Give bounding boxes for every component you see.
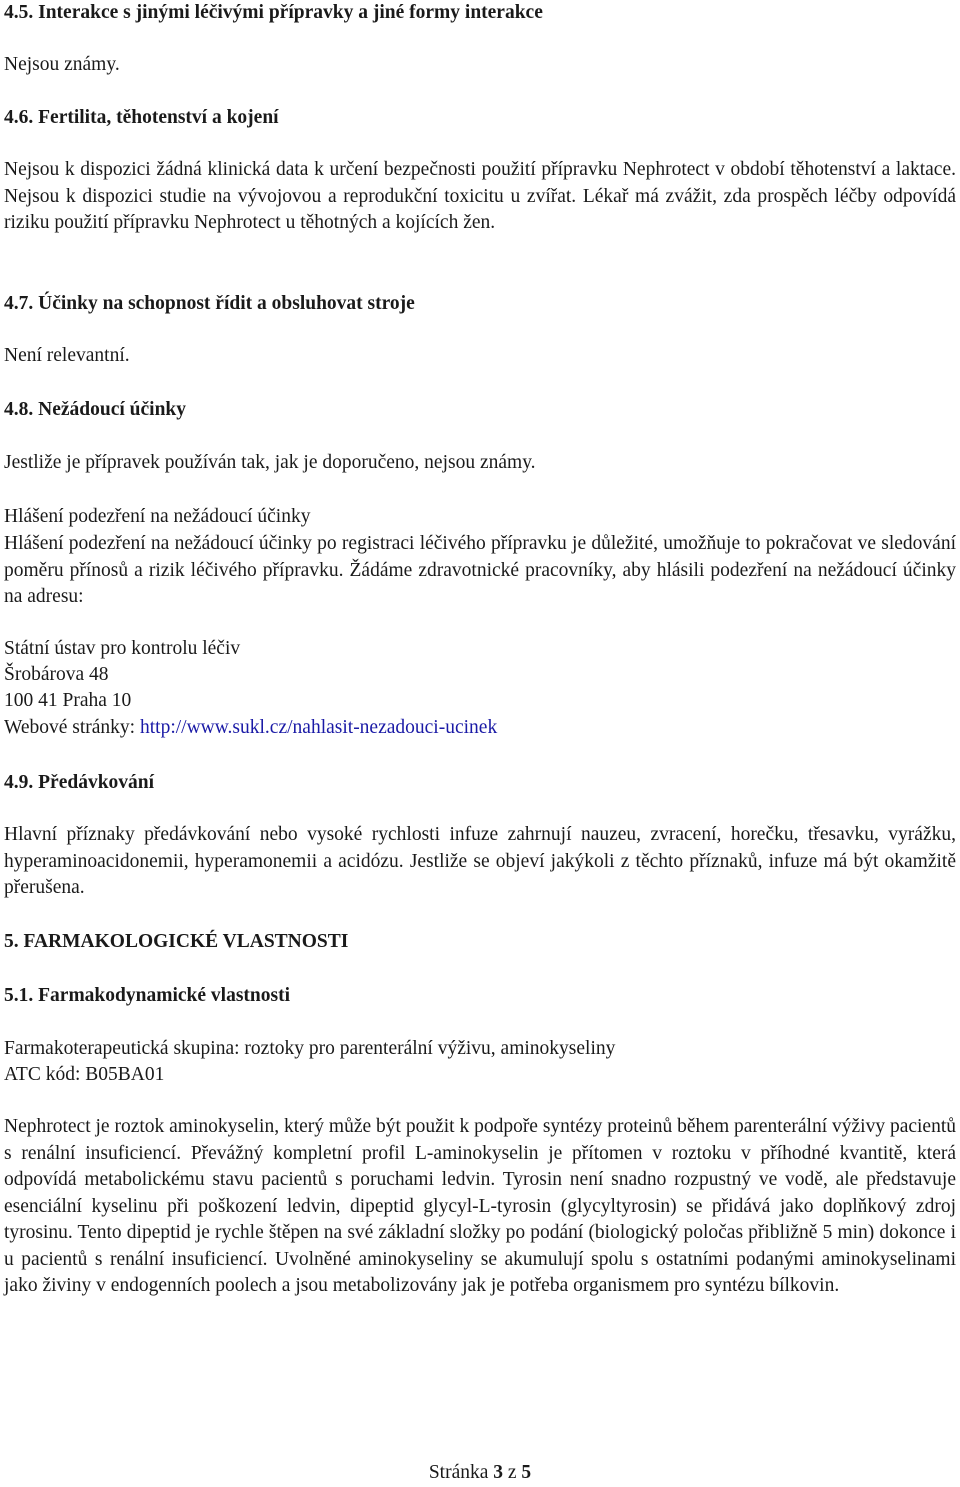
address-line-1: Státní ústav pro kontrolu léčiv — [4, 638, 241, 659]
section-4-9-heading: 4.9. Předávkování — [4, 772, 155, 793]
pharmacotherapeutic-group: Farmakoterapeutická skupina: roztoky pro parenterální výživu, aminokyseliny — [4, 1038, 616, 1059]
footer-page-number: 3 — [493, 1462, 504, 1483]
report-text: Hlášení podezření na nežádoucí účinky po registraci léčivého přípravku je důležité, umožňuje to pokračovat ve sledování poměru přínosů a rizik léčivého přípravku. Žádáme zdravotnické pracovníky, aby hlásili podezření na nežádoucí účinky na adresu: — [4, 533, 956, 607]
section-4-5-text: Nejsou známy. — [4, 54, 120, 75]
section-4-8-heading: 4.8. Nežádoucí účinky — [4, 399, 187, 420]
section-4-5-heading: 4.5. Interakce s jinými léčivými přípravky a jiné formy interakce — [4, 2, 543, 23]
section-5-1-heading: 5.1. Farmakodynamické vlastnosti — [4, 985, 291, 1006]
address-line-2: Šrobárova 48 — [4, 664, 109, 685]
page-footer — [0, 1460, 960, 1487]
section-4-6-text: Nejsou k dispozici žádná klinická data k určení bezpečnosti použití přípravku Nephrotect v období těhotenství a laktace. Nejsou k dispozici studie na vývojovou a reprodukční toxicitu u zvířat. Lékař má zvážit, zda prospěch léčby odpovídá riziku použití přípravku Nephrotect u těhotných a kojících žen. — [4, 159, 956, 233]
section-5-1-text: Nephrotect je roztok aminokyselin, který může být použit k podpoře syntézy proteinů během parenterální výživy pacientů s renální insuficiencí. Převážný kompletní profil L-aminokyselin je přítomen v roztoku v příhodné kvantitě, která odpovídá metabolickému stavu pacientů s poruchami ledvin. Tyrosin není snadno rozpustný ve vodě, ale představuje esenciální kyselinu při poškození ledvin, dipeptid glycyl-L-tyrosin (glycyltyrosin) se přidává jako doplňkový zdroj tyrosinu. Tento dipeptid je rychle štěpen na své základní složky po podání (biologický poločas přibližně 5 min) dokonce i u pacientů s renální insuficiencí. Uvolněné aminokyseliny se akumulují spolu s ostatními podanými aminokyselinami jako živiny v endogenních poolech a jsou metabolizovány jak je potřeba organismem pro syntézu bílkovin. — [4, 1116, 956, 1296]
footer-prefix: Stránka — [428, 1462, 494, 1483]
section-4-7-heading: 4.7. Účinky na schopnost řídit a obsluhovat stroje — [4, 293, 415, 314]
website-label: Webové stránky: — [4, 717, 140, 738]
section-4-6-heading: 4.6. Fertilita, těhotenství a kojení — [4, 107, 279, 128]
section-5-heading: 5. FARMAKOLOGICKÉ VLASTNOSTI — [4, 931, 349, 952]
address-line-3: 100 41 Praha 10 — [4, 690, 132, 711]
section-4-7-text: Není relevantní. — [4, 345, 130, 366]
website-link[interactable]: http://www.sukl.cz/nahlasit-nezadouci-ucinek — [139, 717, 498, 738]
section-4-8-text: Jestliže je přípravek používán tak, jak je doporučeno, nejsou známy. — [4, 452, 536, 473]
footer-page-total: 5 — [521, 1462, 532, 1483]
section-4-9-text: Hlavní příznaky předávkování nebo vysoké rychlosti infuze zahrnují nauzeu, zvracení, horečku, třesavku, vyrážku, hyperaminoacidonemii, hyperamonemii a acidózu. Jestliže se objeví jakýkoli z těchto příznaků, infuze má být okamžitě přerušena. — [4, 824, 956, 898]
footer-separator: z — [503, 1462, 522, 1483]
website-line — [4, 715, 956, 742]
report-title: Hlášení podezření na nežádoucí účinky — [4, 506, 311, 527]
atc-code: ATC kód: B05BA01 — [4, 1064, 165, 1085]
